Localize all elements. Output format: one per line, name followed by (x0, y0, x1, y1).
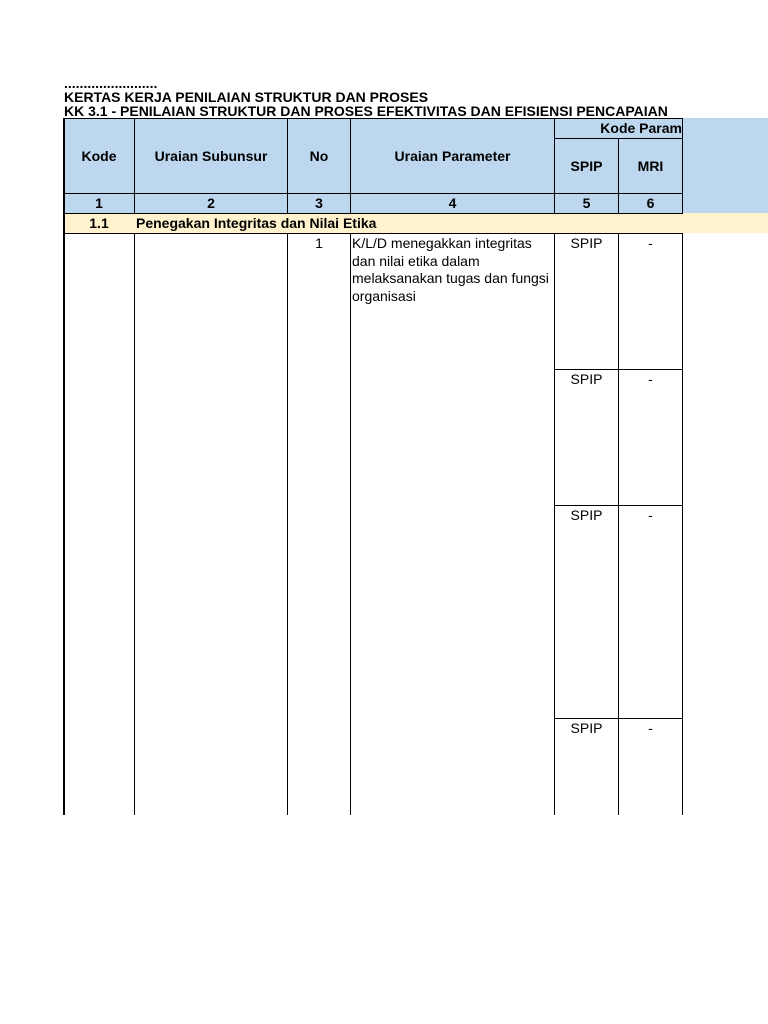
sub-row-3-mri: - (648, 507, 653, 523)
sub-row-2-mri: - (648, 371, 653, 387)
sheet-subtitle: KK 3.1 - PENILAIAN STRUKTUR DAN PROSES EFEKTIVITAS DAN EFISIENSI PENCAPAIAN (64, 106, 668, 118)
sub-row-4-mri: - (648, 720, 653, 736)
column-header-mri: MRI (637, 158, 664, 174)
parameter-description: K/L/D menegakkan integritas dan nilai etika dalam melaksanakan tugas dan fungsi organisasi (352, 235, 549, 304)
header-dots: ........................ (64, 75, 158, 91)
column-header-spip: SPIP (570, 158, 603, 174)
column-number-1: 1 (95, 195, 103, 211)
column-number-4: 4 (448, 195, 457, 211)
column-header-kode: Kode (81, 147, 117, 164)
column-header-uraian-parameter: Uraian Parameter (394, 147, 511, 164)
sub-row-4-spip: SPIP (570, 720, 603, 736)
column-header-no: No (309, 147, 329, 164)
column-number-2: 2 (207, 195, 215, 211)
sheet-title: KERTAS KERJA PENILAIAN STRUKTUR DAN PROSES (64, 92, 429, 105)
sub-row-3-spip: SPIP (570, 507, 603, 523)
column-number-6: 6 (646, 195, 655, 211)
category-code: 1.1 (89, 215, 109, 231)
column-number-5: 5 (582, 195, 591, 211)
column-number-3: 3 (315, 195, 323, 211)
parameter-number: 1 (315, 235, 323, 251)
sub-row-2-spip: SPIP (570, 371, 603, 387)
category-name: Penegakan Integritas dan Nilai Etika (136, 215, 377, 231)
column-header-uraian-subunsur: Uraian Subunsur (154, 147, 268, 164)
column-header-kode-param: Kode Param (600, 120, 682, 136)
sub-row-1-mri: - (648, 235, 653, 251)
sub-row-1-spip: SPIP (570, 235, 603, 251)
